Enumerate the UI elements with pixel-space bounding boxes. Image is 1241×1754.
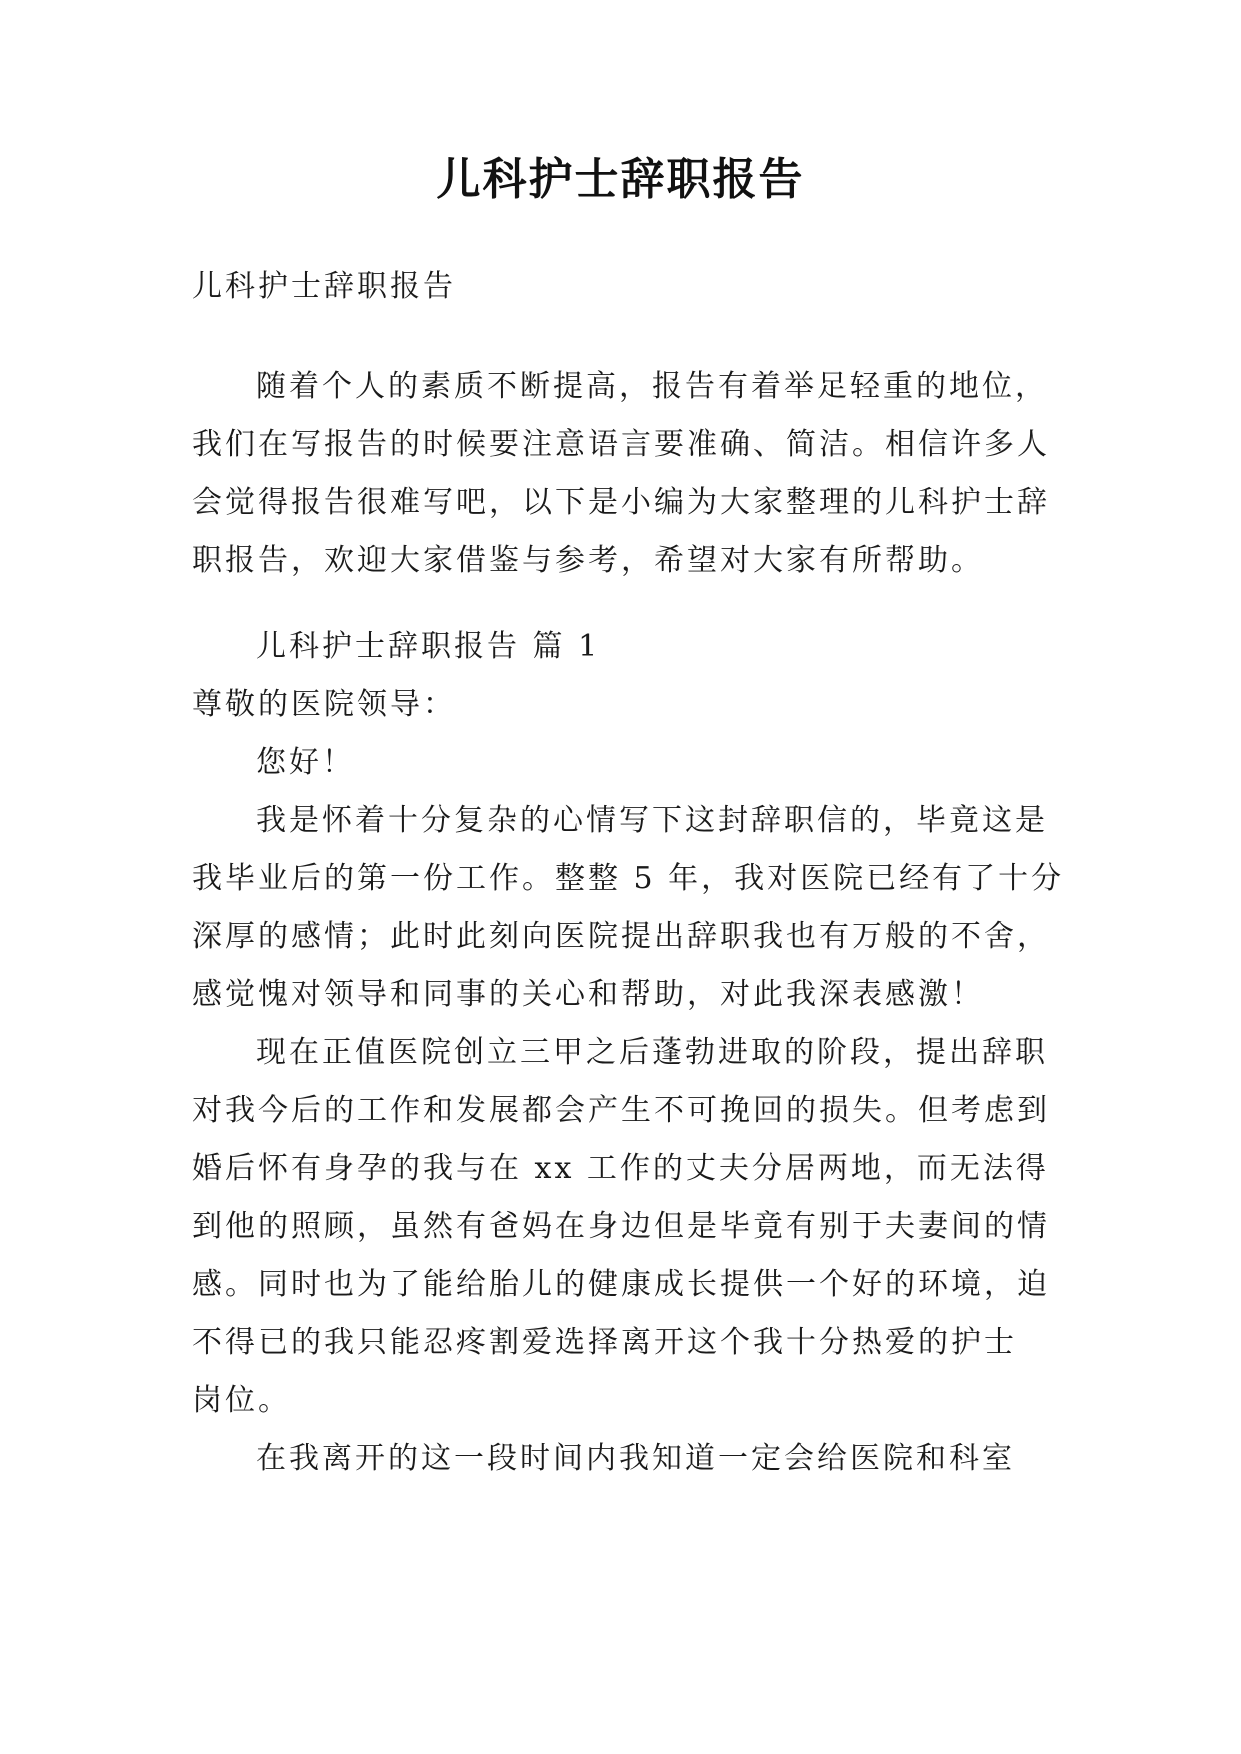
intro-paragraph (192, 358, 1072, 590)
paragraph-2-line: 对我今后的工作和发展都会产生不可挽回的损失。但考虑到 (192, 1093, 1050, 1128)
document-title: 儿科护士辞职报告 (436, 154, 805, 205)
section-heading: 儿科护士辞职报告 篇 1 (256, 629, 601, 664)
paragraph-1-line: 深厚的感情；此时此刻向医院提出辞职我也有万般的不舍， (192, 919, 1050, 954)
paragraph-2-line: 现在正值医院创立三甲之后蓬勃进取的阶段，提出辞职 (256, 1035, 1048, 1070)
document-subtitle: 儿科护士辞职报告 (192, 269, 456, 304)
paragraph-2-line: 不得已的我只能忍疼割爱选择离开这个我十分热爱的护士 (192, 1325, 1017, 1360)
intro-line: 我们在写报告的时候要注意语言要准确、简洁。相信许多人 (192, 427, 1050, 462)
document-subtitle-block (192, 258, 1072, 316)
intro-line: 职报告，欢迎大家借鉴与参考，希望对大家有所帮助。 (192, 543, 984, 578)
paragraph-1-line: 感觉愧对领导和同事的关心和帮助，对此我深表感激！ (192, 977, 984, 1012)
paragraph-1-line: 我是怀着十分复杂的心情写下这封辞职信的，毕竟这是 (256, 803, 1048, 838)
paragraph-2-line: 到他的照顾，虽然有爸妈在身边但是毕竟有别于夫妻间的情 (192, 1209, 1050, 1244)
paragraph-2-line: 岗位。 (192, 1383, 291, 1418)
paragraph-3-line: 在我离开的这一段时间内我知道一定会给医院和科室 (256, 1441, 1015, 1476)
intro-line: 随着个人的素质不断提高，报告有着举足轻重的地位， (256, 369, 1048, 404)
paragraph-2-line: 婚后怀有身孕的我与在 xx 工作的丈夫分居两地，而无法得 (192, 1151, 1049, 1186)
letter-body (192, 618, 1072, 1488)
salutation: 尊敬的医院领导： (192, 687, 456, 722)
intro-line: 会觉得报告很难写吧，以下是小编为大家整理的儿科护士辞 (192, 485, 1050, 520)
greeting: 您好！ (256, 745, 355, 780)
paragraph-1-line: 我毕业后的第一份工作。整整 5 年，我对医院已经有了十分 (192, 861, 1065, 896)
paragraph-2-line: 感。同时也为了能给胎儿的健康成长提供一个好的环境，迫 (192, 1267, 1050, 1302)
